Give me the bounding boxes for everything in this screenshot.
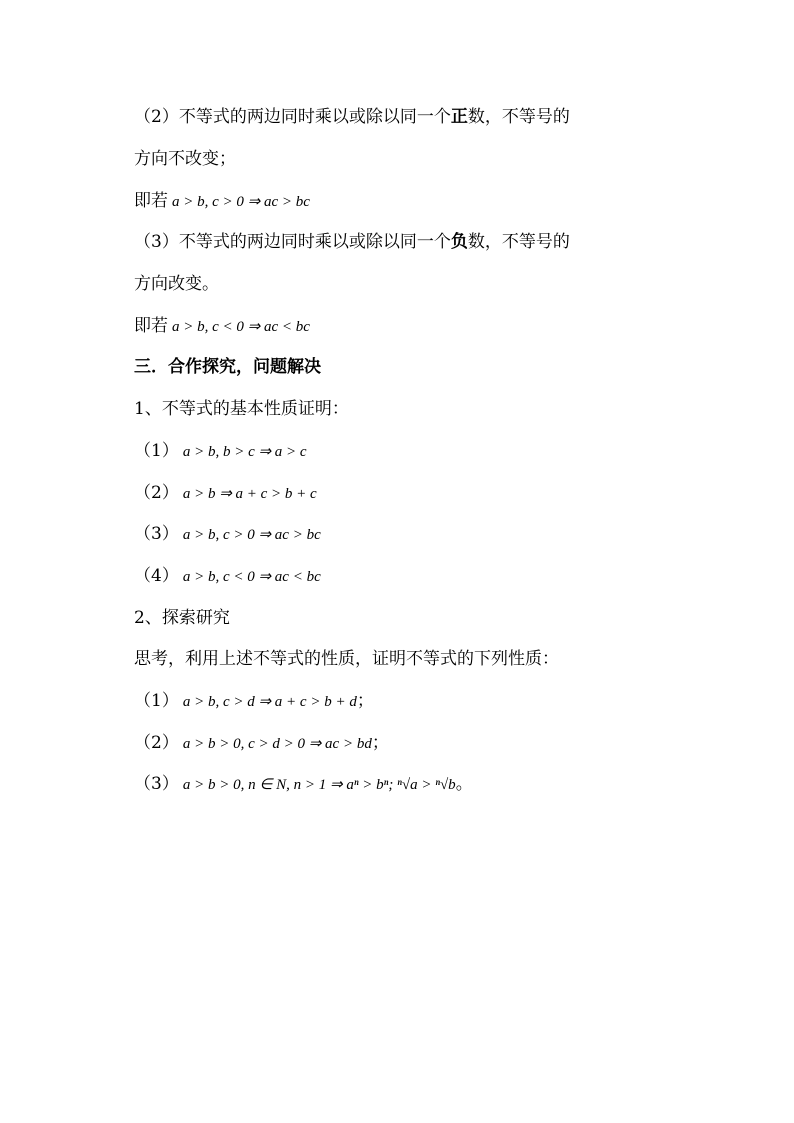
proof-item-2 [134, 482, 317, 505]
proof-formula: a > b, c > 0 ⇒ ac > bc [182, 527, 321, 543]
proof-item-3 [134, 523, 321, 546]
prop-item-2 [134, 732, 389, 755]
prop-end: 。 [455, 774, 473, 794]
p2-text-prefix: （2）不等式的两边同时乘以或除以同一个 [134, 107, 451, 127]
prop-item-1 [134, 690, 374, 713]
p2-ruo: 即若 [134, 191, 168, 211]
p2-formula-line [134, 190, 310, 213]
p3-bold-word: 负 [450, 232, 468, 252]
proof-label: （4） [134, 566, 179, 586]
proof-formula: a > b, b > c ⇒ a > c [182, 444, 307, 460]
prop-formula: a > b > 0, n ∈ N, n > 1 ⇒ aⁿ > bⁿ; ⁿ√a > ⁿ√b [182, 777, 456, 793]
prop-formula: a > b > 0, c > d > 0 ⇒ ac > bd [182, 736, 372, 752]
prop-end: ； [356, 691, 374, 711]
p3-formula: a > b, c < 0 ⇒ ac < bc [172, 319, 310, 335]
think-paragraph: 思考，利用上述不等式的性质，证明不等式的下列性质： [134, 649, 559, 669]
subheading-2: 2、探索研究 [134, 608, 230, 628]
p3-line2: 方向改变。 [134, 274, 219, 294]
p3-formula-line [134, 315, 310, 338]
proof-label: （2） [134, 483, 179, 503]
proof-formula: a > b, c < 0 ⇒ ac < bc [182, 569, 321, 585]
prop-label: （2） [134, 733, 179, 753]
prop-label: （3） [134, 774, 179, 794]
prop-end: ； [371, 733, 389, 753]
proof-label: （3） [134, 524, 179, 544]
prop-formula: a > b, c > d ⇒ a + c > b + d [182, 694, 357, 710]
p3-line1 [134, 231, 570, 253]
p3-ruo: 即若 [134, 316, 168, 336]
proof-item-1 [134, 440, 307, 463]
p2-line2: 方向不改变； [134, 149, 236, 169]
prop-label: （1） [134, 691, 179, 711]
p2-line1 [134, 106, 570, 128]
p2-text-suffix: 数，不等号的 [467, 107, 570, 127]
proof-formula: a > b ⇒ a + c > b + c [182, 486, 317, 502]
proof-label: （1） [134, 441, 179, 461]
section-heading: 三．合作探究，问题解决 [134, 357, 321, 377]
proof-item-4 [134, 565, 321, 588]
p3-text-prefix: （3）不等式的两边同时乘以或除以同一个 [134, 232, 451, 252]
p3-text-suffix: 数，不等号的 [467, 232, 570, 252]
prop-item-3 [134, 773, 473, 796]
p2-formula: a > b, c > 0 ⇒ ac > bc [172, 194, 310, 210]
p2-bold-word: 正 [450, 107, 468, 127]
subheading-1: 1、不等式的基本性质证明： [134, 399, 349, 419]
